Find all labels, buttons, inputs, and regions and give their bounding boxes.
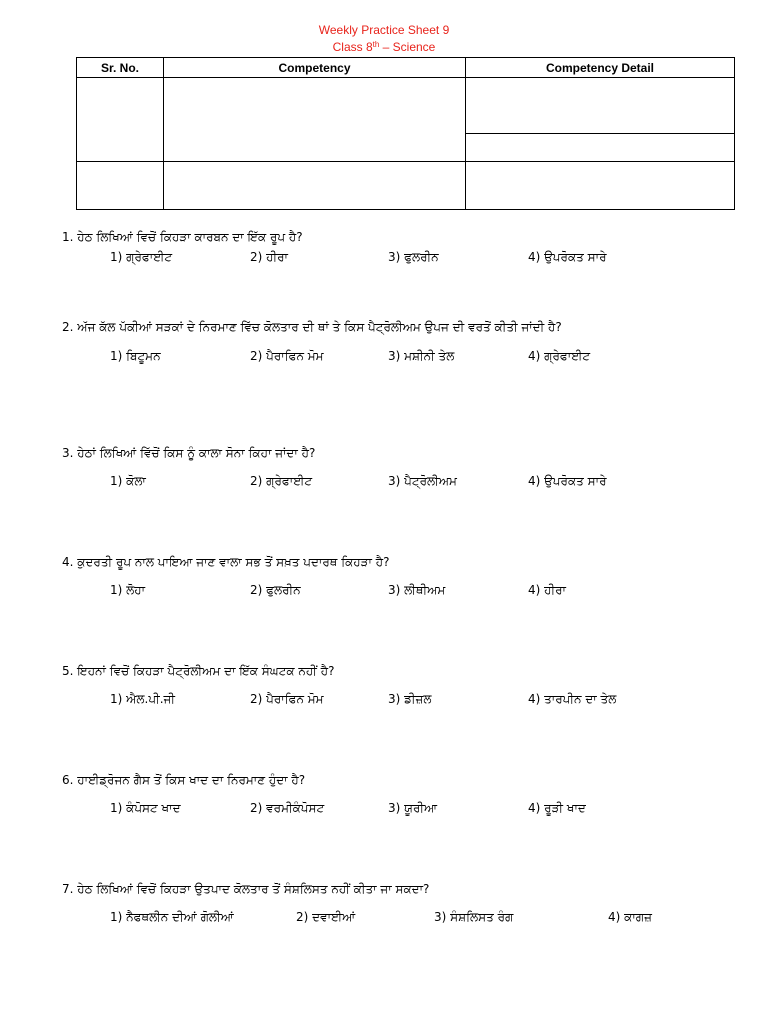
- options-7: [110, 910, 730, 926]
- options-2: [110, 349, 730, 365]
- question-3: 3. ਹੇਠਾਂ ਲਿਖਿਆਂ ਵਿੱਚੋਂ ਕਿਸ ਨੂੰ ਕਾਲਾ ਸੋਨਾ ਕਿਹਾ ਜਾਂਦਾ ਹੈ?: [62, 446, 316, 460]
- class-subtitle: [0, 40, 768, 54]
- competency-detail-cell: [466, 78, 735, 134]
- option: 4) ਉਪਰੋਕਤ ਸਾਰੇ: [528, 250, 607, 264]
- table-row: [77, 78, 735, 134]
- option: 3) ਲੀਥੀਅਮ: [388, 583, 446, 597]
- option: 2) ਵਰਮੀਕੰਪੋਸਟ: [250, 801, 325, 815]
- option: 3) ਮਸ਼ੀਨੀ ਤੇਲ: [388, 349, 455, 363]
- competency-cell: [164, 78, 466, 162]
- option: 1) ਕੰਪੋਸਟ ਖਾਦ: [110, 801, 181, 815]
- option: 2) ਗ੍ਰੇਫਾਈਟ: [250, 474, 313, 488]
- competency-table: [76, 57, 735, 210]
- question-6: 6. ਹਾਈਡ੍ਰੋਜਨ ਗੈਸ ਤੋਂ ਕਿਸ ਖਾਦ ਦਾ ਨਿਰਮਾਣ ਹੁੰਦਾ ਹੈ?: [62, 773, 306, 787]
- class-superscript: th: [372, 40, 380, 49]
- option: 1) ਕੋਲਾ: [110, 474, 146, 488]
- class-prefix: Class 8: [332, 40, 373, 54]
- options-5: [110, 692, 730, 708]
- sheet-title: Weekly Practice Sheet 9: [318, 23, 450, 37]
- option: 3) ਡੀਜ਼ਲ: [388, 692, 432, 706]
- sr-no-cell: [77, 78, 164, 162]
- option: 4) ਉਪਰੋਕਤ ਸਾਰੇ: [528, 474, 607, 488]
- option: 4) ਹੀਰਾ: [528, 583, 566, 597]
- option: 2) ਪੈਰਾਫਿਨ ਮੋਮ: [250, 349, 324, 363]
- table-row: [77, 162, 735, 210]
- option: 2) ਹੀਰਾ: [250, 250, 288, 264]
- question-1: 1. ਹੇਠ ਲਿਖਿਆਂ ਵਿਚੋਂ ਕਿਹੜਾ ਕਾਰਬਨ ਦਾ ਇੱਕ ਰੂਪ ਹੈ?: [62, 230, 303, 244]
- option: 1) ਨੈਫਥਲੀਨ ਦੀਆਂ ਗੋਲੀਆਂ: [110, 910, 234, 924]
- question-5: 5. ਇਹਨਾਂ ਵਿਚੋਂ ਕਿਹੜਾ ਪੈਟ੍ਰੋਲੀਅਮ ਦਾ ਇੱਕ ਸੰਘਟਕ ਨਹੀਂ ਹੈ?: [62, 664, 335, 678]
- option: 2) ਪੈਰਾਫਿਨ ਮੋਮ: [250, 692, 324, 706]
- option: 3) ਪੈਟ੍ਰੋਲੀਅਮ: [388, 474, 457, 488]
- competency-detail-cell: [466, 134, 735, 162]
- option: 1) ਗ੍ਰੇਫਾਈਟ: [110, 250, 173, 264]
- option: 1) ਬਿਟੂਮਨ: [110, 349, 161, 363]
- option: 4) ਕਾਗਜ਼: [608, 910, 652, 924]
- option: 2) ਫੁਲਰੀਨ: [250, 583, 301, 597]
- option: 4) ਰੂੜੀ ਖਾਦ: [528, 801, 586, 815]
- header-competency: Competency: [164, 58, 466, 78]
- option: 4) ਤਾਰਪੀਨ ਦਾ ਤੇਲ: [528, 692, 617, 706]
- option: 2) ਦਵਾਈਆਂ: [296, 910, 356, 924]
- option: 3) ਫੁਲਰੀਨ: [388, 250, 439, 264]
- table-header-row: [77, 58, 735, 78]
- competency-detail-cell: [466, 162, 735, 210]
- header-competency-detail: Competency Detail: [466, 58, 735, 78]
- sr-no-cell: [77, 162, 164, 210]
- question-4: 4. ਕੁਦਰਤੀ ਰੂਪ ਨਾਲ ਪਾਇਆ ਜਾਣ ਵਾਲਾ ਸਭ ਤੋਂ ਸਖ਼ਤ ਪਦਾਰਥ ਕਿਹੜਾ ਹੈ?: [62, 555, 390, 569]
- question-2: 2. ਅੱਜ ਕੱਲ ਪੱਕੀਆਂ ਸੜਕਾਂ ਦੇ ਨਿਰਮਾਣ ਵਿੱਚ ਕੋਲਤਾਰ ਦੀ ਥਾਂ ਤੇ ਕਿਸ ਪੈਟ੍ਰੋਲੀਅਮ ਉਪਜ ਦੀ ਵਰਤੋਂ ਕੀਤੀ ਜਾਂਦੀ ਹੈ?: [62, 320, 562, 334]
- option: 1) ਲੋਹਾ: [110, 583, 146, 597]
- option: 1) ਐਲ.ਪੀ.ਜੀ: [110, 692, 175, 706]
- question-7: 7. ਹੇਠ ਲਿਖਿਆਂ ਵਿਚੋਂ ਕਿਹੜਾ ਉਤਪਾਦ ਕੋਲਤਾਰ ਤੋਂ ਸੰਸ਼ਲਿਸਤ ਨਹੀਂ ਕੀਤਾ ਜਾ ਸਕਦਾ?: [62, 882, 430, 896]
- option: 3) ਸੰਸ਼ਲਿਸਤ ਰੰਗ: [434, 910, 514, 924]
- options-1: [110, 250, 730, 266]
- header-sr-no: Sr. No.: [77, 58, 164, 78]
- options-4: [110, 583, 730, 599]
- options-6: [110, 801, 730, 817]
- class-suffix: – Science: [379, 40, 436, 54]
- option: 4) ਗ੍ਰੇਫਾਈਟ: [528, 349, 591, 363]
- options-3: [110, 474, 730, 490]
- option: 3) ਯੂਰੀਆ: [388, 801, 438, 815]
- competency-cell: [164, 162, 466, 210]
